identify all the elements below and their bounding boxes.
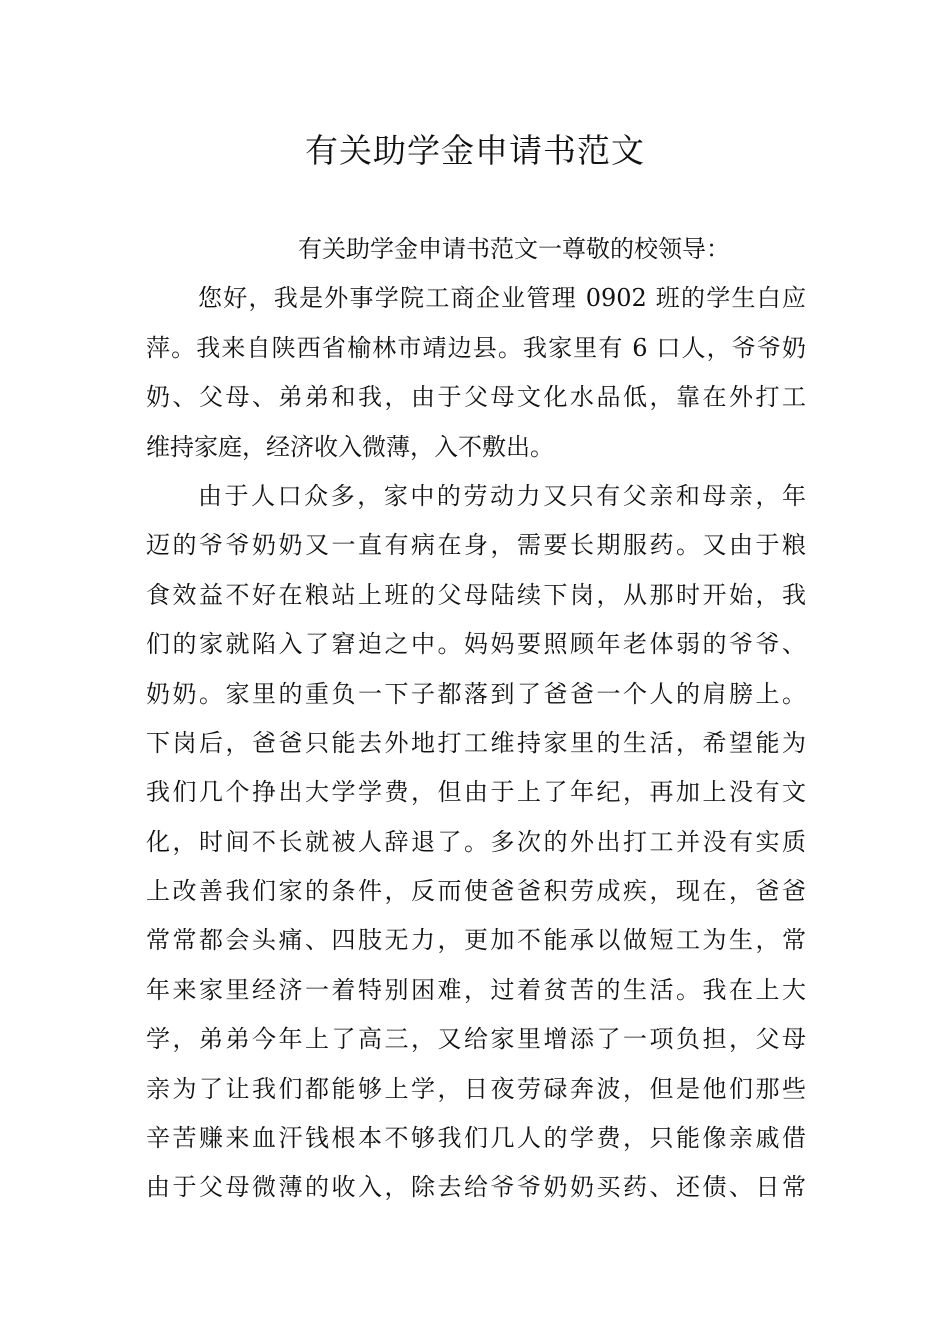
- paragraph-line: 我们几个挣出大学学费，但由于上了年纪，再加上没有文: [146, 778, 806, 807]
- paragraph-line: 上改善我们家的条件，反而使爸爸积劳成疾，现在，爸爸: [146, 877, 806, 906]
- paragraph-line: 们的家就陷入了窘迫之中。妈妈要照顾年老体弱的爷爷、: [146, 630, 806, 659]
- paragraph-line: 化，时间不长就被人辞退了。多次的外出打工并没有实质: [146, 827, 806, 856]
- paragraph-line: 食效益不好在粮站上班的父母陆续下岗，从那时开始，我: [146, 580, 806, 609]
- paragraph-line: 亲为了让我们都能够上学，日夜劳碌奔波，但是他们那些: [146, 1074, 806, 1103]
- paragraph-line: 您好，我是外事学院工商企业管理 0902 班的学生白应: [198, 284, 806, 313]
- paragraph-line: 由于父母微薄的收入，除去给爷爷奶奶买药、还债、日常: [146, 1173, 806, 1202]
- paragraph-line: 维持家庭，经济收入微薄，入不敷出。: [146, 432, 554, 461]
- document-title: 有关助学金申请书范文: [305, 131, 645, 170]
- paragraph-line: 由于人口众多，家中的劳动力又只有父亲和母亲，年: [198, 481, 806, 510]
- document-body: [146, 225, 806, 1213]
- paragraph-line: 下岗后，爸爸只能去外地打工维持家里的生活，希望能为: [146, 728, 806, 757]
- paragraph-line: 迈的爷爷奶奶又一直有病在身，需要长期服药。又由于粮: [146, 531, 806, 560]
- paragraph-line: 学，弟弟今年上了高三，又给家里增添了一项负担，父母: [146, 1025, 806, 1054]
- paragraph-line: 萍。我来自陕西省榆林市靖边县。我家里有 6 口人，爷爷奶: [146, 333, 806, 362]
- paragraph-line: 奶奶。家里的重负一下子都落到了爸爸一个人的肩膀上。: [146, 679, 806, 708]
- paragraph-line: 常常都会头痛、四肢无力，更加不能承以做短工为生，常: [146, 926, 806, 955]
- paragraph-line: 辛苦赚来血汗钱根本不够我们几人的学费，只能像亲戚借: [146, 1124, 806, 1153]
- salutation-line: 有关助学金申请书范文一尊敬的校领导：: [298, 235, 730, 263]
- paragraph-line: 年来家里经济一着特别困难，过着贫苦的生活。我在上大: [146, 975, 806, 1004]
- paragraph-line: 奶、父母、弟弟和我，由于父母文化水品低，靠在外打工: [146, 383, 806, 412]
